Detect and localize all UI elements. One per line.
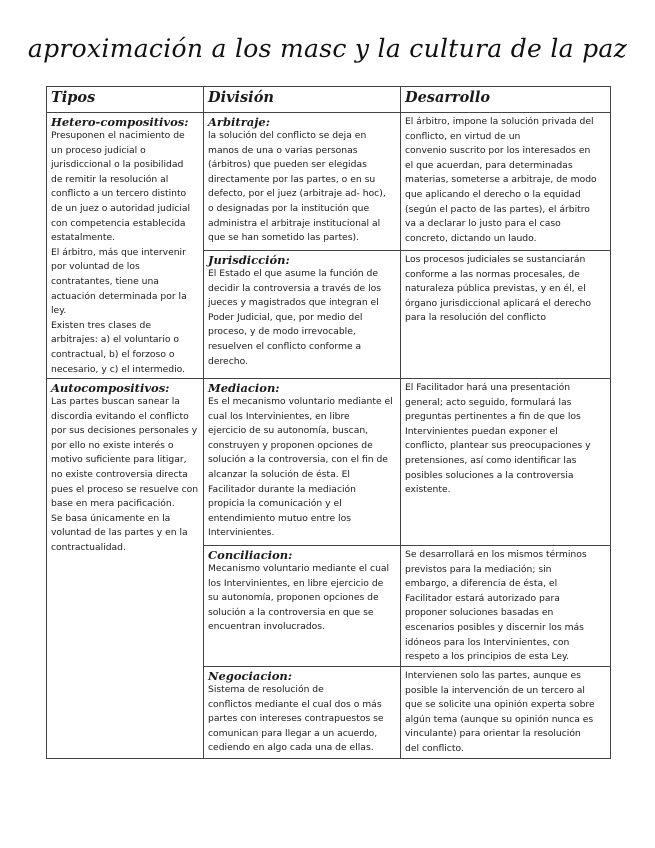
negociacion-cell (204, 667, 401, 759)
arbitraje-desarrollo-cell (401, 113, 611, 251)
arbitraje-text: la solución del conflicto se deja en manos de una o varias personas (árbitros) que pueden ser elegidas directamente por las partes, o en su defecto, por el juez (arbitraje ad- hoc), o designadas por la institución que administra el arbitraje institucional al que se han sometido las partes). (208, 130, 386, 244)
arbitraje-cell (204, 113, 401, 251)
arbitraje-label: Arbitraje: (208, 115, 270, 129)
jurisdiccion-desarrollo: Los procesos judiciales se sustanciarán conforme a las normas procesales, de naturaleza pública previstas, y en él, el órgano jurisdiccional aplicará el derecho para la resolución del conflicto (405, 254, 592, 324)
mediacion-desarrollo: El Facilitador hará una presentación general; acto seguido, formulará las preguntas pertinentes a fin de que los Intervinientes puedan exponer el conflicto, plantear sus preocupaciones y pretensiones, así como identificar las posibles soluciones a la controversia existente. (405, 382, 591, 496)
negociacion-label: Negociacion: (208, 669, 293, 684)
mediacion-cell (204, 379, 401, 546)
table-row (47, 379, 611, 546)
conciliacion-text: Mecanismo voluntario mediante el cual los Intervinientes, en libre ejercicio de su autonomía, proponen opciones de solución a la controversia en que se encuentran involucrados. (208, 563, 390, 633)
conciliacion-desarrollo: Se desarrollará en los mismos términos previstos para la mediación; sin embargo, a diferencia de ésta, el Facilitador estará autorizado para proponer soluciones basadas en escenarios posibles y discernir los más idóneos para los Intervinientes, con respeto a los principios de esta Ley. (405, 549, 587, 663)
auto-label: Autocompositivos: (51, 381, 170, 396)
header-tipos: Tipos (47, 87, 204, 113)
mediacion-desarrollo-cell (401, 379, 611, 546)
hetero-text: Presuponen el nacimiento de un proceso judicial o jurisdiccional o la posibilidad de remitir la resolución al conflicto a un tercero distinto de un juez o autoridad judicial con competencia establecida estatalmente. El árbitro, más que intervenir por voluntad de los contratantes, tiene una actuación determinada por la ley. Existen tres clases de arbitrajes: a) el voluntario o contractual, b) el forzoso o necesario, y c) el intermedio. (51, 130, 191, 375)
negociacion-desarrollo: Intervienen solo las partes, aunque es posible la intervención de un tercero al que se solicite una opinión experta sobre algún tema (aunque su opinión nunca es vinculante) para orientar la resolución del conflicto. (405, 670, 595, 755)
negociacion-desarrollo-cell (401, 667, 611, 759)
table-header-row (47, 87, 611, 113)
jurisdiccion-label: Jurisdicción: (208, 253, 290, 268)
hetero-label: Hetero-compositivos: (51, 115, 189, 129)
header-desarrollo: Desarrollo (401, 87, 611, 113)
hetero-cell (47, 113, 204, 379)
comparison-table (46, 86, 611, 759)
jurisdiccion-text: El Estado el que asume la función de decidir la controversia a través de los jueces y magistrados que integran el Poder Judicial, que, por medio del proceso, y de modo irrevocable, resuelven el conflicto conforme a derecho. (208, 268, 382, 367)
auto-cell (47, 379, 204, 759)
arbitraje-desarrollo: El árbitro, impone la solución privada del conflicto, en virtud de un convenio suscrito por los interesados en el que acuerdan, para determinadas materias, someterse a arbitraje, de modo que aplicando el derecho o la equidad (según el pacto de las partes), el árbitro va a declarar lo justo para el caso concreto, dictando un laudo. (405, 116, 597, 244)
auto-text: Las partes buscan sanear la discordia evitando el conflicto por sus decisiones personales y por ello no existe interés o motivo suficiente para litigar, no existe controversia directa pues el proceso se resuelve con base en mera pacificación. Se basa únicamente en la voluntad de las partes y en la contractualidad. (51, 396, 199, 554)
conciliacion-cell (204, 546, 401, 667)
conciliacion-label: Conciliacion: (208, 548, 293, 563)
negociacion-text: Sistema de resolución de conflictos mediante el cual dos o más partes con intereses contrapuestos se comunican para llegar a un acuerdo, cediendo en algo cada una de ellas. (208, 684, 384, 754)
conciliacion-desarrollo-cell (401, 546, 611, 667)
jurisdiccion-cell (204, 251, 401, 379)
jurisdiccion-desarrollo-cell (401, 251, 611, 379)
mediacion-label: Mediacion: (208, 381, 280, 396)
table-row (47, 113, 611, 251)
page-title: aproximación a los masc y la cultura de la paz (27, 34, 628, 63)
mediacion-text: Es el mecanismo voluntario mediante el cual los Intervinientes, en libre ejercicio de su autonomía, buscan, construyen y proponen opciones de solución a la controversia, con el fin de alcanzar la solución de ésta. El Facilitador durante la mediación propicia la comunicación y el entendimiento mutuo entre los Intervinientes. (208, 396, 393, 539)
header-division: División (204, 87, 401, 113)
